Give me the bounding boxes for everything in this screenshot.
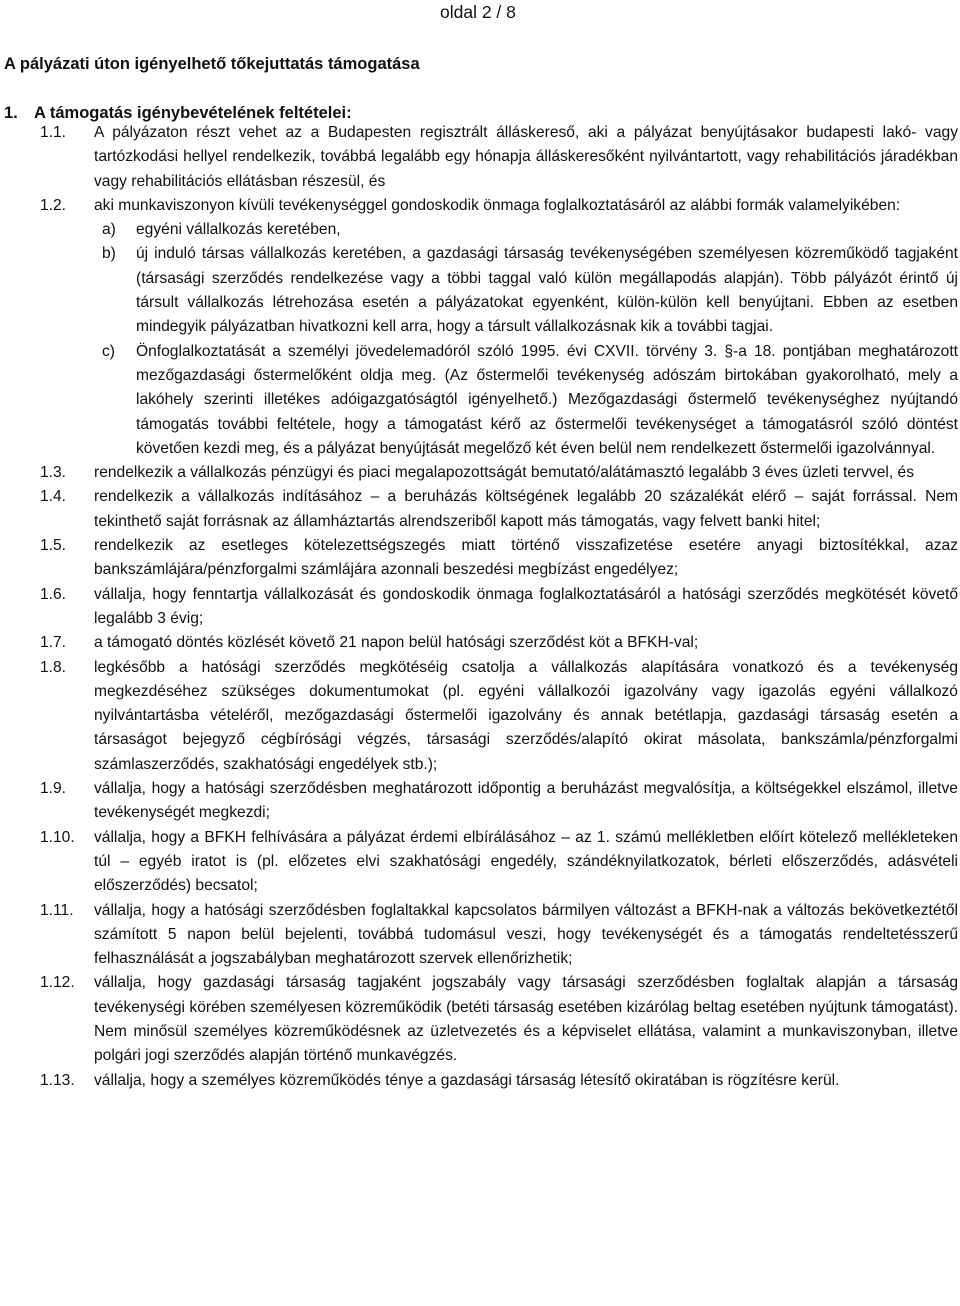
conditions-list <box>0 121 958 1093</box>
condition-item <box>0 121 958 194</box>
page-number: oldal 2 / 8 <box>440 2 516 22</box>
condition-item <box>0 534 958 583</box>
condition-text: vállalja, hogy a BFKH felhívására a pályázat érdemi elbírálásához – az 1. számú mellékletben előírt kötelező mellékleteken túl – egyéb iratot is (pl. előzetes elvi szakhatósági engedély, szándéknyilatkozatok, bérleti előszerződés, adásvételi előszerződés) becsatol; <box>94 828 958 895</box>
condition-text: vállalja, hogy a hatósági szerződésben meghatározott időpontig a beruházást megvalósítja, a költségekkel elszámol, illetve tevékenységét megkezdi; <box>94 780 958 822</box>
condition-text: vállalja, hogy a személyes közreműködés ténye a gazdasági társaság létesítő okiratában is rögzítésre kerül. <box>94 1071 840 1089</box>
condition-text: aki munkaviszonyon kívüli tevékenységgel gondoskodik önmaga foglalkoztatásáról az alábbi formák valamelyikében: <box>94 196 901 214</box>
condition-item <box>0 826 958 899</box>
sub-item-text: egyéni vállalkozás keretében, <box>136 221 341 239</box>
condition-number: 1.11. <box>40 901 74 919</box>
condition-item <box>0 777 958 826</box>
condition-text: legkésőbb a hatósági szerződés megkötéséig csatolja a vállalkozás alapítására vonatkozó és a tevékenység megkezdéséhez szükséges dokumentumokat (pl. egyéni vállalkozói igazolvány vagy igazolás egyéni vállalkozó nyilvántartásba vételéről, mezőgazdasági őstermelői igazolvány és annak betétlapja, gazdasági társaság esetén a társaságot bejegyző cégbírósági végzés, társasági szerződés/alapító okirat másolata, bankszámla/pénzforgalmi számlaszerződés, szakhatósági engedélyek stb.); <box>94 658 958 773</box>
condition-item <box>0 1069 958 1093</box>
sub-item-label: c) <box>102 342 115 360</box>
condition-number: 1.6. <box>40 585 67 603</box>
condition-item <box>0 971 958 1068</box>
sub-item-label: a) <box>102 221 116 239</box>
condition-number: 1.4. <box>40 488 67 506</box>
condition-text: rendelkezik a vállalkozás indításához – a beruházás költségének legalább 20 százalékát elérő – saját forrással. Nem tekinthető saját forrásnak az államháztartás alrendszeriből kapott más támogatás, vagy felvett banki hitel; <box>94 488 958 530</box>
condition-text: vállalja, hogy gazdasági társaság tagjaként jogszabály vagy társasági szerződésben foglaltak alapján a társaság tevékenységi körében személyesen közreműködik (betéti társaság esetében kizárólag beltag esetében nyújtunk támogatást). Nem minősül személyes közreműködésnek az üzletvezetés és a képviselet ellátása, valamint a munkaviszonyban, illetve polgári jogi szerződés alapján történő munkavégzés. <box>94 974 958 1065</box>
condition-number: 1.2. <box>40 196 67 214</box>
sub-item <box>94 218 958 242</box>
condition-item <box>0 583 958 632</box>
condition-number: 1.12. <box>40 974 75 992</box>
condition-text: rendelkezik a vállalkozás pénzügyi és piaci megalapozottságát bemutató/alátámasztó legalább 3 éves üzleti tervvel, és <box>94 464 915 482</box>
condition-number: 1.9. <box>40 780 67 798</box>
condition-item <box>0 461 958 485</box>
condition-number: 1.8. <box>40 658 67 676</box>
condition-text: a támogató döntés közlését követő 21 napon belül hatósági szerződést köt a BFKH-val; <box>94 634 699 652</box>
section-number: 1. <box>4 104 18 122</box>
condition-item <box>0 485 958 534</box>
condition-number: 1.13. <box>40 1071 75 1089</box>
sub-item-text: Önfoglalkoztatását a személyi jövedelemadóról szóló 1995. évi CXVII. törvény 3. §-a 18. pontjában meghatározott mezőgazdasági őstermelőként oldja meg. (Az őstermelői tevékenység adószám birtokában gyakorolható, mely a lakóhely szerinti illetékes adóigazgatóságtól igényelhető.) Mezőgazdasági őstermelő tevékenységhez nyújtandó támogatás további feltétele, hogy a támogatást kérő az őstermelői tevékenységet a támogatásról szóló döntést követően kezdi meg, és a pályázat benyújtását megelőző két éven belül nem rendelkezett őstermelői igazolvánnyal. <box>136 342 958 457</box>
condition-number: 1.1. <box>40 124 67 141</box>
document-title: A pályázati úton igényelhető tőkejuttatás támogatása <box>4 55 420 73</box>
condition-item <box>0 899 958 972</box>
condition-text: vállalja, hogy fenntartja vállalkozását és gondoskodik önmaga foglalkoztatásáról a hatósági szerződés megkötését követő legalább 3 évig; <box>94 585 958 627</box>
sub-item <box>94 340 958 461</box>
sub-item <box>94 242 958 339</box>
condition-item <box>0 194 958 461</box>
condition-number: 1.10. <box>40 828 75 846</box>
condition-text: rendelkezik az esetleges kötelezettségszegés miatt történő visszafizetése esetére anyagi biztosítékkal, azaz bankszámlájára/pénzforgalmi számlájára azonnali beszedési megbízást engedélyez; <box>94 537 958 579</box>
condition-number: 1.3. <box>40 464 67 482</box>
condition-number: 1.7. <box>40 634 67 652</box>
sub-item-label: b) <box>102 245 116 263</box>
sub-item-text: új induló társas vállalkozás keretében, a gazdasági társaság tevékenységében személyesen közreműködő tagjaként (társasági szerződés rendelkezése vagy a többi taggal való külön megállapodás alapján). Több pályázót érintő új társult vállalkozás létrehozása esetén a pályázatokat egyenként, külön-külön kell benyújtani. Ebben az esetben mindegyik pályázatban hivatkozni kell arra, hogy a társult vállalkozásnak kik a további tagjai. <box>136 245 958 336</box>
condition-text: vállalja, hogy a hatósági szerződésben foglaltakkal kapcsolatos bármilyen változást a BFKH-nak a változás bekövetkeztétől számított 5 napon belül bejelenti, továbbá tudomásul veszi, hogy tevékenységét és a támogatás rendeltetésszerű felhasználását a jogszabályban meghatározott szervek ellenőrizhetik; <box>94 901 958 968</box>
condition-text: A pályázaton részt vehet az a Budapesten regisztrált álláskereső, aki a pályázat benyújtásakor budapesti lakó- vagy tartózkodási hellyel rendelkezik, továbbá legalább egy hónapja álláskeresőként nyilvántartott, vagy rehabilitációs járadékban vagy rehabilitációs ellátásban részesül, és <box>94 124 958 190</box>
section-title: A támogatás igénybevételének feltételei: <box>34 104 352 122</box>
sub-list <box>94 218 958 461</box>
condition-number: 1.5. <box>40 537 67 555</box>
condition-item <box>0 656 958 777</box>
condition-item <box>0 631 958 655</box>
